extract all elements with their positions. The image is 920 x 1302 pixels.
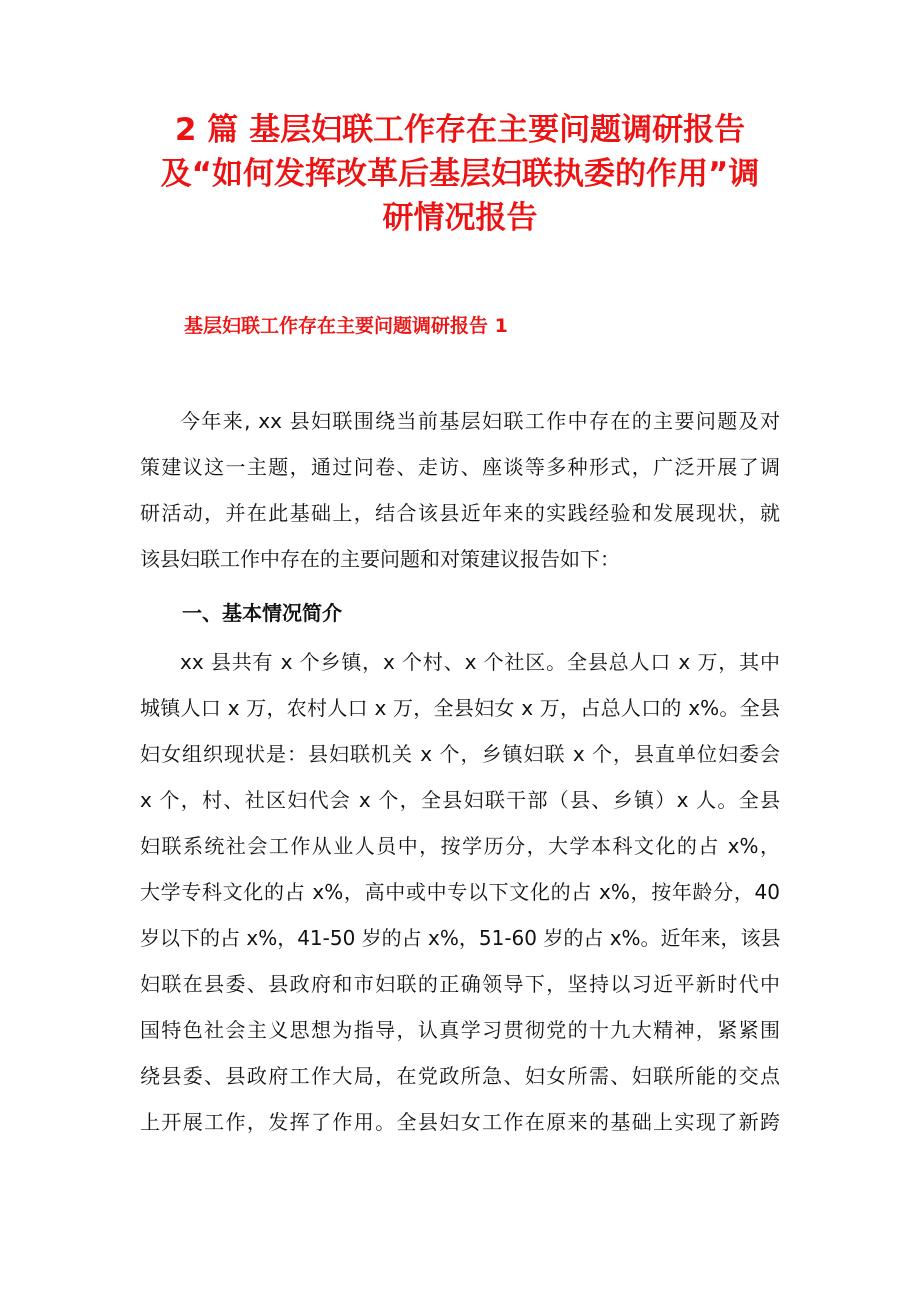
basic-info-line-4: x 个，村、社区妇代会 x 个，全县妇联干部（县、乡镇）x 人。全县	[140, 788, 780, 812]
basic-info-line-10: 绕县委、县政府工作大局，在党政所急、妇女所需、妇联所能的交点	[140, 1064, 780, 1088]
intro-paragraph	[140, 398, 780, 582]
basic-info-paragraph	[140, 639, 780, 1145]
subheading-basic-info: 一、基本情况简介	[182, 601, 342, 625]
document-title	[100, 108, 820, 240]
basic-info-line-3: 妇女组织现状是：县妇联机关 x 个，乡镇妇联 x 个，县直单位妇委会	[140, 742, 780, 766]
basic-info-line-9: 国特色社会主义思想为指导，认真学习贯彻党的十九大精神，紧紧围	[140, 1018, 780, 1042]
intro-line-1: 今年来, xx 县妇联围绕当前基层妇联工作中存在的主要问题及对	[180, 409, 780, 433]
section-heading: 基层妇联工作存在主要问题调研报告 1	[184, 315, 508, 337]
basic-info-line-5: 妇联系统社会工作从业人员中，按学历分，大学本科文化的占 x%，	[140, 834, 780, 858]
title-line-3: 研情况报告	[382, 200, 538, 236]
basic-info-line-8: 妇联在县委、县政府和市妇联的正确领导下，坚持以习近平新时代中	[140, 972, 780, 996]
intro-line-3: 研活动，并在此基础上，结合该县近年来的实践经验和发展现状，就	[140, 501, 780, 525]
intro-line-2: 策建议这一主题，通过问卷、走访、座谈等多种形式，广泛开展了调	[140, 455, 780, 479]
title-line-1: 2 篇 基层妇联工作存在主要问题调研报告	[174, 112, 746, 148]
basic-info-line-11: 上开展工作，发挥了作用。全县妇女工作在原来的基础上实现了新跨	[140, 1110, 780, 1134]
intro-line-4: 该县妇联工作中存在的主要问题和对策建议报告如下：	[140, 547, 620, 571]
basic-info-line-7: 岁以下的占 x%，41-50 岁的占 x%，51-60 岁的占 x%。近年来，该县	[140, 926, 781, 950]
basic-info-line-2: 城镇人口 x 万，农村人口 x 万，全县妇女 x 万，占总人口的 x%。全县	[140, 696, 780, 720]
basic-info-line-1: xx 县共有 x 个乡镇，x 个村、x 个社区。全县总人口 x 万，其中	[180, 650, 780, 674]
title-line-2: 及“如何发挥改革后基层妇联执委的作用”调	[160, 156, 760, 192]
basic-info-line-6: 大学专科文化的占 x%，高中或中专以下文化的占 x%，按年龄分，40	[140, 880, 780, 904]
